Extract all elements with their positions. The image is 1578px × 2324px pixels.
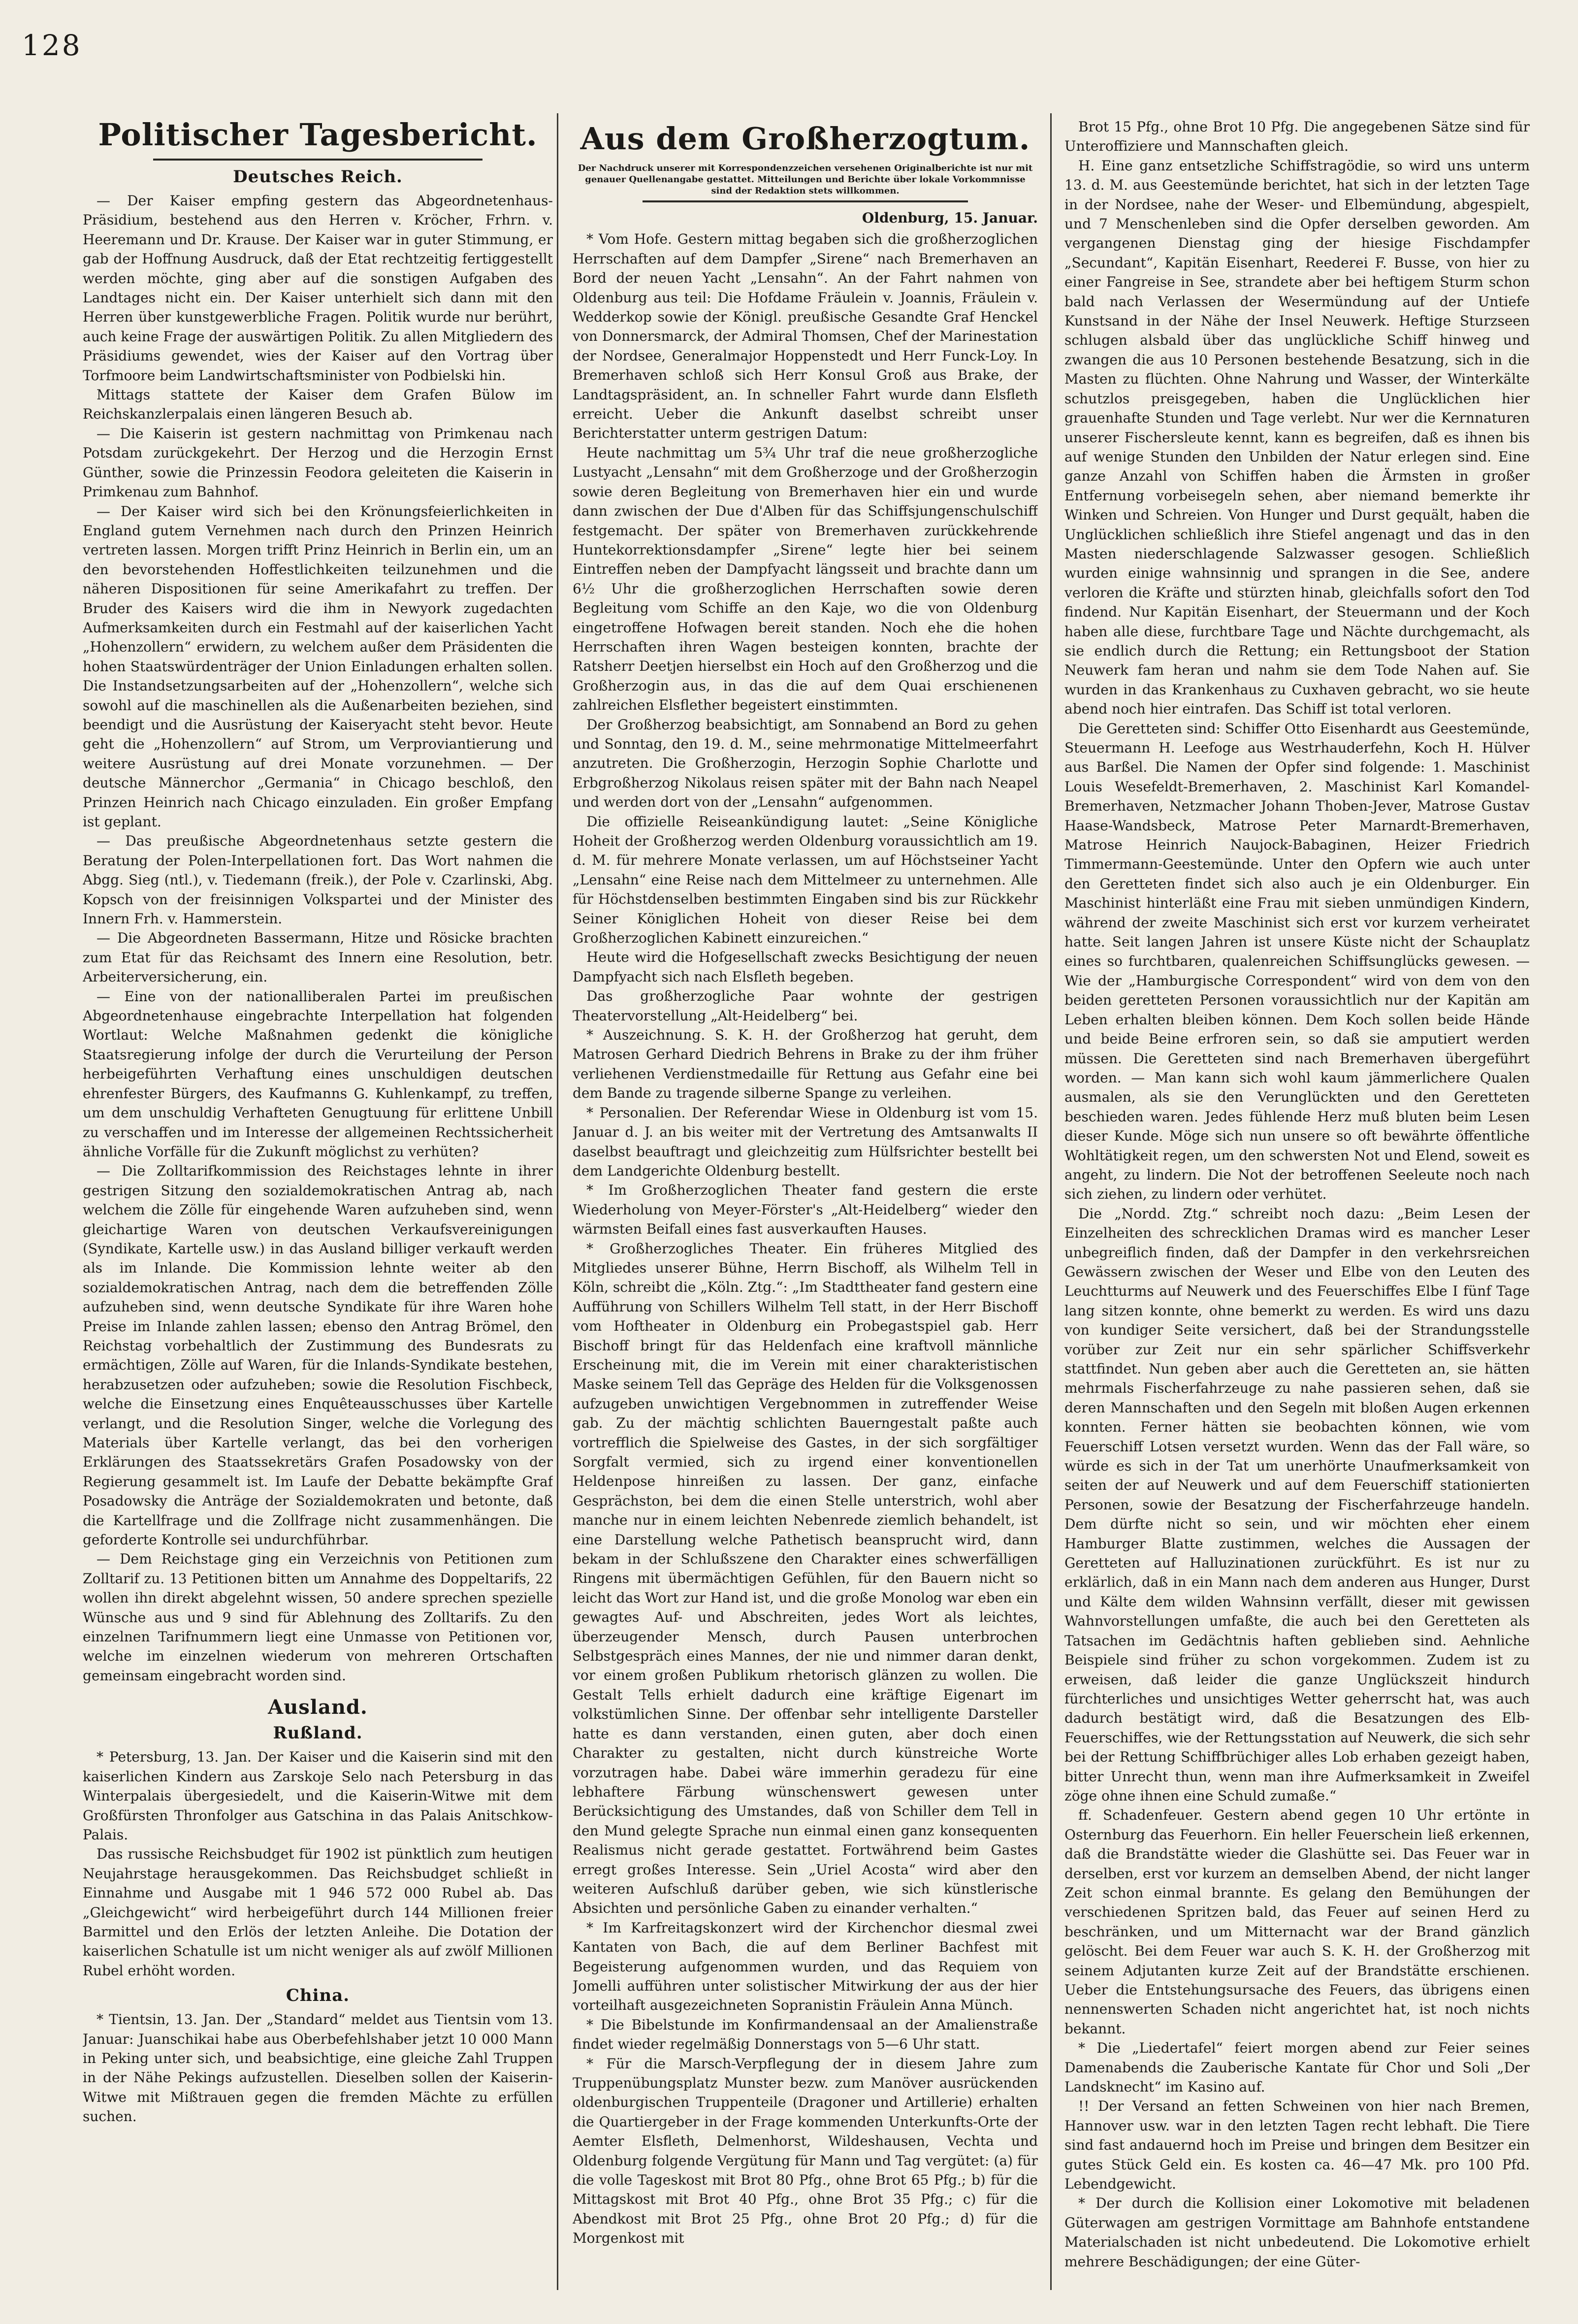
title-rule [153,159,483,161]
article-body [83,1747,553,1980]
column-politics [83,114,553,2291]
article-body [573,229,1038,2248]
column-rule [557,113,558,2290]
country-heading: China. [286,1986,350,2006]
paragraph: — Die Zolltarifkommission des Reichstages lehnte in ihrer gestrigen Sitzung den sozialdemokratischen Antrag ab, nach welchem die Zölle für eingehende Waren aufzuheben sind, wenn gleichartige Waren von deutschen Verkaufsvereinigungen (Syndikate, Kartelle usw.) in das Ausland billiger verkauft werden als im Inlande. Die Kommission lehnte weiter ab den sozialdemokratischen Antrag, nach dem die betreffenden Zölle aufzuheben sind, wenn deutsche Syndikate für ihre Waren hohe Preise im Inlande zahlen lassen; ebenso den Antrag Brömel, den Reichstag vorbehaltlich der Zustimmung des Bundesrats zu ermächtigen, Zölle auf Waren, für die Inlands-Syndikate bestehen, herabzusetzen oder aufzuheben; sowie die Resolution Fischbeck, welche die Einsetzung eines Enquêteausschusses über Kartelle verlangt, und die Resolution Singer, welche die Vorlegung des Materials über Kartelle verlangt, das bei den vorherigen Erklärungen des Staatssekretärs Grafen Posadowsky von der Regierung gesammelt ist. Im Laufe der Debatte bekämpfte Graf Posadowsky die Anträge der Sozialdemokraten und betonte, daß die Kartellfrage und die Zollfrage nicht zusammenhängen. Die geforderte Kontrolle sei undurchführbar. [83,1163,553,1548]
paragraph: Die „Nordd. Ztg.“ schreibt noch dazu: „Beim Lesen der Einzelheiten des schrecklichen Dramas wird es mancher Leser unbegreiflich finden, daß der Dampfer in den verkehrsreichen Gewässern zwischen der Weser und Elbe von den Leuten des Leuchtturms auf Neuwerk und des Feuerschiffes Elbe I fünf Tage lang sitzen konnte, ohne bemerkt zu werden. Es wird uns dazu von kundiger Seite versichert, daß bei der Strandungsstelle vorüber zur Zeit nur ein sehr spärlicher Schiffsverkehr stattfindet. Nun geben aber auch die Geretteten an, sie hätten mehrmals Fischerfahrzeuge zu nahe passieren sehen, daß sie deren Mannschaften und den Segeln mit bloßen Augen erkennen konnten. Ferner hätten sie beobachten können, wie vom Feuerschiff Lotsen versetzt wurden. Wenn das der Fall wäre, so würde es sich in der Tat um unerhörte Unaufmerksamkeit von seiten der auf Neuwerk und auf dem Feuerschiff stationierten Personen, sowie der Besatzung der Fischerfahrzeuge handeln. Dem dürfte nicht so sein, und wir möchten eher einem Hamburger Blatte zustimmen, welches die Aussagen der Geretteten auf Halluzinationen zurückführt. Es ist nur zu erklärlich, daß in ein Mann nach dem anderen aus Hunger, Durst und Kälte dem wilden Wahnsinn verfällt, dieser mit gewissen Wahnvorstellungen umfaßte, die auch bei den Geretteten als Tatsachen im Gedächtnis haften geblieben sind. Aehnliche Beispiele sind früher zu schon vorgekommen. Zudem ist zu erweisen, daß leider die ganze Unglückszeit hindurch fürchterliches und unsichtiges Wetter geherrscht hat, was auch dadurch bestätigt wird, daß die Besatzungen des Elb-Feuerschiffes, wie der Rettungsstation auf Neuwerk, die sich sehr bei der Rettung Schiffbrüchiger alles Lob erhaben gezeigt haben, bitter Unrecht thun, wenn man ihre Aufmerksamkeit in Zweifel zöge ohne ihnen eine Schuld zumaße.“ [1064,1205,1530,1804]
paragraph: Brot 15 Pfg., ohne Brot 10 Pfg. Die angegebenen Sätze sind für Unteroffiziere und Mannschaften gleich. [1064,119,1530,155]
paragraph: — Eine von der nationalliberalen Partei im preußischen Abgeordnetenhause eingebrachte Interpellation hat folgenden Wortlaut: Welche Maßnahmen gedenkt die königliche Staatsregierung infolge der durch die Verurteilung der Person herbeigeführten Verhaftung eines unschuldigen deutschen ehrenfester Bürgers, des Kaufmanns G. Kuhlenkampf, zu treffen, um dem unschuldig Verhafteten Genugtuung für erlittene Unbill zu verschaffen und im Interesse der allgemeinen Rechtssicherheit ähnliche Vorfälle für die Zukunft möglichst zu verhüten? [83,988,553,1160]
paragraph: — Die Kaiserin ist gestern nachmittag von Primkenau nach Potsdam zurückgekehrt. Der Herzog und die Herzogin Ernst Günther, sowie die Prinzessin Feodora geleiteten die Kaiserin in Primkenau zum Bahnhof. [83,425,553,500]
paragraph: * Im Großherzoglichen Theater fand gestern die erste Wiederholung von Meyer-Förster's „Alt-Heidelberg“ wieder den wärmsten Beifall eines fast ausverkauften Hauses. [573,1182,1038,1238]
paragraph: ff. Schadenfeuer. Gestern abend gegen 10 Uhr ertönte in Osternburg das Feuerhorn. Ein heller Feuerschein ließ erkennen, daß die Brandstätte wieder die Glashütte sei. Das Feuer war in derselben, erst vor kurzem an demselben Abend, der nicht langer Zeit schon einmal brannte. Es gelang den Bemühungen der verschiedenen Spritzen bald, das Feuer auf seinen Herd zu beschränken, und um Mitternacht war der Brand gänzlich gelöscht. Bei dem Feuer war auch S. K. H. der Großherzog mit seinem Adjutanten kurze Zeit auf der Brandstätte erschienen. Ueber die Entstehungsursache des Feuers, das übrigens einen nennenswerten Schaden nicht angerichtet hat, ist noch nichts bekannt. [1064,1807,1530,2037]
column-local-news [1064,117,1530,2294]
column-rule [1050,113,1052,2290]
article-body [1064,117,1530,2271]
paragraph: H. Eine ganz entsetzliche Schiffstragödie, so wird uns unterm 13. d. M. aus Geestemünde berichtet, hat sich in der letzten Tage in der Nordsee, nahe der Weser- und Elbemündung, abgespielt, und 7 Menschenleben sind die Opfer derselben geworden. Am vergangenen Dienstag ging der hiesige Fischdampfer „Secundant“, Kapitän Eisenhart, Reederei F. Busse, von hier zu einer Fangreise in See, strandete aber bei heftigem Sturm schon bald nach Verlassen der Wesermündung auf der Untiefe Kunstsand in der Nähe der Insel Neuwerk. Heftige Sturzseen schlugen alsbald über das unglückliche Schiff hinweg und zwangen die aus 10 Personen bestehende Besatzung, sich in die Masten zu flüchten. Ohne Nahrung und Wasser, der Winterkälte schutzlos preisgegeben, haben die Unglücklichen hier grauenhafte Stunden und Tage verlebt. Nur wer die Kernnaturen unserer Fischersleute kennt, kann es begreifen, daß es ihnen bis auf wenige Stunden den Unbilden der Natur erlegen sind. Eine ganze Anzahl von Schiffen haben die Ärmsten in großer Entfernung vorbeisegeln sehen, aber niemand bemerkte ihr Winken und Schreien. Von Hunger und Durst gequält, haben die Unglücklichen schließlich ihre Stiefel angenagt und das in den Masten niederschlagende Salzwasser gesogen. Schließlich wurden einige wahnsinnig und sprangen in die See, andere verloren die Kräfte und stürzten hinab, gleichfalls sofort den Tod findend. Nur Kapitän Eisenhart, der Steuermann und der Koch haben alle diese, furchtbare Tage und Nächte durchgemacht, als sie endlich durch die Rettung; ein Rettungsboot der Station Neuwerk fam heran und nahm sie dem Tode Nahen auf. Sie wurden in das Krankenhaus zu Cuxhaven gebracht, wo sie heute abend noch hier eintrafen. Das Schiff ist total verloren. [1064,157,1530,718]
paragraph: * Vom Hofe. Gestern mittag begaben sich die großherzoglichen Herrschaften auf dem Dampfer „Sirene“ nach Bremerhaven an Bord der neuen Yacht „Lensahn“. An der Fahrt nahmen von Oldenburg aus teil: Die Hofdame Fräulein v. Joannis, Fräulein v. Wedderkop sowie der Königl. preußische Gesandte Graf Henckel von Donnersmarck, der Admiral Thomsen, Chef der Marinestation der Nordsee, Generalmajor Hoppenstedt und Herr Funck-Loy. In Bremerhaven schloß sich Herr Konsul Groß aus Brake, der Landtagspräsident, an. In schneller Fahrt wurde dann Elsfleth erreicht. Ueber die Ankunft daselbst schreibt unser Berichterstatter unterm gestrigen Datum: [573,231,1038,442]
paragraph: Heute wird die Hofgesellschaft zwecks Besichtigung der neuen Dampfyacht sich nach Elsfleth begeben. [573,949,1038,985]
paragraph: Mittags stattete der Kaiser dem Grafen Bülow im Reichskanzlerpalais einen längeren Besuch ab. [83,387,553,423]
subsection-heading: Ausland. [268,1696,368,1719]
paragraph: Die offizielle Reiseankündigung lautet: „Seine Königliche Hoheit der Großherzog werden Oldenburg voraussichtlich am 19. d. M. für mehrere Monate verlassen, um auf Höchstseiner Yacht „Lensahn“ eine Reise nach dem Mittelmeer zu unternehmen. Alle für Höchstdenselben bestimmten Eingaben sind bis zur Rückkehr Seiner Königlichen Hoheit von dieser Reise bei dem Großherzoglichen Kabinett einzureichen.“ [573,813,1038,947]
paragraph: Das großherzogliche Paar wohnte der gestrigen Theatervorstellung „Alt-Heidelberg“ bei. [573,988,1038,1024]
paragraph: * Petersburg, 13. Jan. Der Kaiser und die Kaiserin sind mit den kaiserlichen Kindern aus Zarskoje Selo nach Petersburg in das Winterpalais übergesiedelt, und die Kaiserin-Witwe mit dem Großfürsten Thronfolger aus Gatschina in das Palais Anitschkow-Palais. [83,1749,553,1843]
subsection-heading: Deutsches Reich. [233,167,403,187]
title-rule [643,200,968,202]
section-title: Aus dem Großherzogtum. [580,121,1031,157]
paragraph: * Die Bibelstunde im Konfirmandensaal an der Amalienstraße findet wieder regelmäßig Donnerstags von 5—6 Uhr statt. [573,2016,1038,2053]
paragraph: Der Großherzog beabsichtigt, am Sonnabend an Bord zu gehen und Sonntag, den 19. d. M., seine mehrmonatige Mittelmeerfahrt anzutreten. Die Großherzogin, Herzogin Sophie Charlotte und Erbgroßherzog Nikolaus reisen später mit der Bahn nach Neapel und werden dort von der „Lensahn“ aufgenommen. [573,716,1038,811]
paragraph: Die Geretteten sind: Schiffer Otto Eisenhardt aus Geestemünde, Steuermann H. Leefoge aus Westrhauderfehn, Koch H. Hülver aus Barßel. Die Namen der Opfer sind folgende: 1. Maschinist Louis Wesefeldt-Bremerhaven, 2. Maschinist Karl Komandel-Bremerhaven, Netzmacher Johann Thoben-Jever, Matrose Gustav Haase-Wandsbeck, Matrose Peter Marnardt-Bremerhaven, Matrose Heinrich Naujock-Babaginen, Heizer Friedrich Timmermann-Geestemünde. Unter den Opfern wie auch unter den Geretteten findet sich also auch je ein Oldenburger. Ein Maschinist hinterläßt eine Frau mit sieben unmündigen Kindern, während der zweite Maschinist sich erst vor kurzem verheiratet hatte. Seit langen Jahren ist unsere Küste nicht der Schauplatz eines so furchtbaren, qualenreichen Schiffsunglücks gewesen. — Wie der „Hamburgische Correspondent“ wird von dem von den beiden geretteten Personen voraussichtlich nur der Kapitän am Leben erhalten bleiben können. Dem Koch sollen beide Hände und beide Beine erfroren sein, so daß sie amputiert werden müssen. Die Geretteten sind nach Bremerhaven übergeführt worden. — Man kann sich wohl kaum jämmerlichere Qualen ausmalen, als sie den Verunglückten und den Geretteten beschieden waren. Jedes fühlende Herz muß bluten beim Lesen dieser Kunde. Möge sich nun unsere so oft bewährte öffentliche Wohltätigkeit regen, um den schwersten Not und Elend, soweit es angeht, zu lindern. Die Not der betroffenen Seeleute noch nach sich ziehen, zu lindern oder verhütet. [1064,720,1530,1203]
paragraph: — Das preußische Abgeordnetenhaus setzte gestern die Beratung der Polen-Interpellationen fort. Das Wort nahmen die Abgg. Sieg (ntl.), v. Tiedemann (freik.), der Pole v. Czarlinski, Abg. Kopsch von der freisinnigen Volkspartei und der Minister des Innern Frh. v. Hammerstein. [83,833,553,927]
paragraph: * Die „Liedertafel“ feiert morgen abend zur Feier seines Damenabends die Zauberische Kantate für Chor und Soli „Der Landsknecht“ im Kasino auf. [1064,2040,1530,2095]
reprint-note: Der Nachdruck unserer mit Korrespondenzzeichen versehenen Originalberichte ist nur mit genauer Quellenangabe gestattet. Mitteilungen und Berichte über lokale Vorkommnisse sind der Redaktion stets willkommen. [578,163,1033,196]
paragraph: * Tientsin, 13. Jan. Der „Standard“ meldet aus Tientsin vom 13. Januar: Juanschikai habe aus Oberbefehlshaber jetzt 10 000 Mann in Peking unter sich, und beabsichtige, eine gleiche Zahl Truppen in der Nähe Pekings aufzustellen. Dieselben sollen der Kaiserin-Witwe mit Mißtrauen gegen die fremden Mächte zu erfüllen suchen. [83,2011,553,2125]
paragraph: — Der Kaiser wird sich bei den Krönungsfeierlichkeiten in England gutem Vernehmen nach durch den Prinzen Heinrich vertreten lassen. Morgen trifft Prinz Heinrich in Berlin ein, um an den bevorstehenden Hoffestlichkeiten teilzunehmen und die näheren Dispositionen für seine Amerikafahrt zu treffen. Der Bruder des Kaisers wird die ihm in Newyork zugedachten Aufmerksamkeiten durch ein Festmahl auf der kaiserlichen Yacht „Hohenzollern“ erwidern, zu welchem außer dem Präsidenten die hohen Staatswürdenträger der Union Einladungen erhalten sollen. Die Instandsetzungsarbeiten auf der „Hohenzollern“, welche sich sowohl auf die maschinellen als die Außenarbeiten beziehen, sind beendigt und die Ausrüstung der Kaiseryacht steht bevor. Heute geht die „Hohenzollern“ auf Strom, um Verproviantierung und weitere Ausrüstung auf drei Monate vorzunehmen. — Der deutsche Männerchor „Germania“ in Chicago beschloß, den Prinzen Heinrich nach Chicago einzuladen. Ein großer Empfang ist geplant. [83,503,553,830]
paragraph: * Im Karfreitagskonzert wird der Kirchenchor diesmal zwei Kantaten von Bach, die auf dem Berliner Bachfest mit Begeisterung aufgenommen wurden, und das Requiem von Jomelli aufführen unter solistischer Mitwirkung der aus der hier vorteilhaft ausgezeichneten Sopranistin Fräulein Anna Münch. [573,1919,1038,2014]
paragraph: * Großherzogliches Theater. Ein früheres Mitglied des Mitgliedes unserer Bühne, Herrn Bischoff, als Wilhelm Tell in Köln, schreibt die „Köln. Ztg.“: „Im Stadttheater fand gestern eine Aufführung von Schillers Wilhelm Tell statt, in der Herr Bischoff vom Hoftheater in Oldenburg ein Probegastspiel gab. Herr Bischoff bringt für das Heldenfach eine kraftvoll männliche Erscheinung mit, die im Verein mit einer charakteristischen Maske seinem Tell das Gepräge des Helden für die Volksgenossen aufzugeben unwichtigen Vergebnommen in zutreffender Weise gab. Zu der mächtig schlichten Bauerngestalt paßte auch vortrefflich die Spielweise des Gastes, in der sich sorgfältiger Sorgfalt vermied, sich zu irgend einer konventionellen Heldenpose hinreißen zu lassen. Der ganz, einfache Gesprächston, bei dem die einen Stelle unterstrich, wohl aber manche nur in einem leichten Nebenrede ziemlich behandelt, ist eine Darstellung welche Pathetisch beansprucht wird, dann bekam in der Schlußszene den Charakter eines schwerfälligen Ringens mit übermächtigen Gefühlen, für den Bauern nicht so leicht das Wort zur Hand ist, und die große Monolog war eben ein gewagtes Auf- und Abschreiten, jedes Wort als leichtes, überzeugender Mensch, durch Pausen unterbrochen Selbstgespräch eines Mannes, der nie und nimmer daran denkt, vor einem großen Publikum rhetorisch glänzen zu wollen. Die Gestalt Tells erhielt dadurch eine kräftige Eigenart im volkstümlichen Sinne. Der offenbar sehr intelligente Darsteller hatte es dann verstanden, einen guten, aber doch einen Charakter zu gestalten, nicht durch künstreiche Worte vorzutragen habe. Dabei wäre immerhin geradezu für eine lebhaftere Färbung wünschenswert gewesen unter Berücksichtigung des Umstandes, daß von Schiller dem Tell in den Mund gelegte Sprache nun einmal einen ganz konsequenten Realismus nicht gerade gestattet. Fortwährend beim Gastes erregt großes Interesse. Sein „Uriel Acosta“ wird aber den weiteren Aufschluß darüber geben, wie sich künstlerische Absichten und persönliche Gaben zu einander verhalten.“ [573,1240,1038,1917]
dateline: Oldenburg, 15. Januar. [862,210,1038,226]
paragraph: — Der Kaiser empfing gestern das Abgeordnetenhaus-Präsidium, bestehend aus den Herren v. Kröcher, Frhrn. v. Heeremann und Dr. Krause. Der Kaiser war in guter Stimmung, er gab der Hoffnung Ausdruck, daß der Etat rechtzeitig fertiggestellt werden möchte, ging aber auf die sonstigen Aufgaben des Landtages nicht ein. Der Kaiser unterhielt sich dann mit den Herren über kunstgewerbliche Fragen. Politik wurde nur berührt, auch keine Frage der auswärtigen Politik. Zu allen Mitgliedern des Präsidiums gewendet, wies der Kaiser auf den Vortrag über Torfmoore beim Landwirtschaftsminister von Podbielski hin. [83,193,553,384]
article-body [83,2010,553,2126]
paragraph: * Für die Marsch-Verpflegung der in diesem Jahre zum Truppenübungsplatz Munster bezw. zum Manöver ausrückenden oldenburgischen Truppenteile (Dragoner und Artillerie) erhalten die Quartiergeber in der Frage kommenden Unterkunfts-Orte der Aemter Elsfleth, Delmenhorst, Wildeshausen, Vechta und Oldenburg folgende Vergütung für Mann und Tag vergütet: (a) für die volle Tageskost mit Brot 80 Pfg., ohne Brot 65 Pfg.; b) für die Mittagskost mit Brot 40 Pfg., ohne Brot 35 Pfg.; c) für die Abendkost mit Brot 25 Pfg., ohne Brot 20 Pfg.; d) für die Morgenkost mit [573,2055,1038,2247]
article-body [83,191,553,1685]
paragraph: * Der durch die Kollision einer Lokomotive mit beladenen Güterwagen am gestrigen Vormittage am Bahnhofe entstandene Materialschaden ist nicht unbedeutend. Die Lokomotive erhielt mehrere Beschädigungen; der eine Güter- [1064,2195,1530,2270]
paragraph: — Dem Reichstage ging ein Verzeichnis von Petitionen zum Zolltarif zu. 13 Petitionen bitten um Annahme des Doppeltarifs, 22 wollen ihn direkt abgelehnt wissen, 50 andere sprechen spezielle Wünsche aus und 9 sind für Ablehnung des Zolltarifs. Zu den einzelnen Tarifnummern liegt eine Unmasse von Petitionen vor, welche im einzelnen wiederum von mehreren Ortschaften gemeinsam eingebracht worden sind. [83,1551,553,1684]
country-heading: Rußland. [273,1723,363,1743]
paragraph: Heute nachmittag um 5¾ Uhr traf die neue großherzogliche Lustyacht „Lensahn“ mit dem Großherzoge und der Großherzogin sowie deren Begleitung von Bremerhaven hier ein und wurde dann zwischen der Due d'Alben für das Schiffsjungenschulschiff festgemacht. Der später von Bremerhaven zurückkehrende Huntekorrektionsdampfer „Sirene“ legte hier bei seinem Eintreffen neben der Dampfyacht längsseit und brachte dann um 6½ Uhr die großherzoglichen Herrschaften sowie deren Begleitung vom Schiffe an den Kaje, wo die von Oldenburg eingetroffene Hofwagen bereit standen. Noch ehe die hohen Herrschaften ihren Wagen besteigen konnten, brachte der Ratsherr Deetjen hierselbst ein Hoch auf den Großherzog und die Großherzogin aus, in das die auf dem Quai erschienenen zahlreichen Elsflether begeistert einstimmten. [573,444,1038,714]
page-number: 128 [22,29,82,62]
section-title: Politischer Tagesbericht. [98,117,538,153]
paragraph: Das russische Reichsbudget für 1902 ist pünktlich zum heutigen Neujahrstage herausgekommen. Das Reichsbudget schließt in Einnahme und Ausgabe mit 1 946 572 000 Rubel ab. Das „Gleichgewicht“ wird herbeigeführt durch 144 Millionen freier Barmittel und den Erlös der letzten Anleihe. Die Dotation der kaiserlichen Schatulle ist um nicht weniger als auf zwölf Millionen Rubel erhöht worden. [83,1846,553,1979]
paragraph: * Personalien. Der Referendar Wiese in Oldenburg ist vom 15. Januar d. J. an bis weiter mit der Vertretung des Amtsanwalts II daselbst beauftragt und gleichzeitig zum Hülfsrichter bestellt bei dem Landgerichte Oldenburg bestellt. [573,1104,1038,1179]
column-grand-duchy [573,118,1038,2295]
paragraph: * Auszeichnung. S. K. H. der Großherzog hat geruht, dem Matrosen Gerhard Diedrich Behrens in Brake zu der ihm früher verliehenen Verdienstmedaille für Rettung aus Gefahr eine bei dem Bande zu tragende silberne Spange zu verleihen. [573,1027,1038,1102]
paragraph: — Die Abgeordneten Bassermann, Hitze und Rösicke brachten zum Etat für das Reichsamt des Innern eine Resolution, betr. Arbeiterversicherung, ein. [83,930,553,985]
paragraph: !! Der Versand an fetten Schweinen von hier nach Bremen, Hannover usw. war in den letzten Tagen recht lebhaft. Die Tiere sind fast andauernd hoch im Preise und bringen dem Besitzer ein gutes Stück Geld ein. Es kosten ca. 46—47 Mk. pro 100 Pfd. Lebendgewicht. [1064,2098,1530,2193]
